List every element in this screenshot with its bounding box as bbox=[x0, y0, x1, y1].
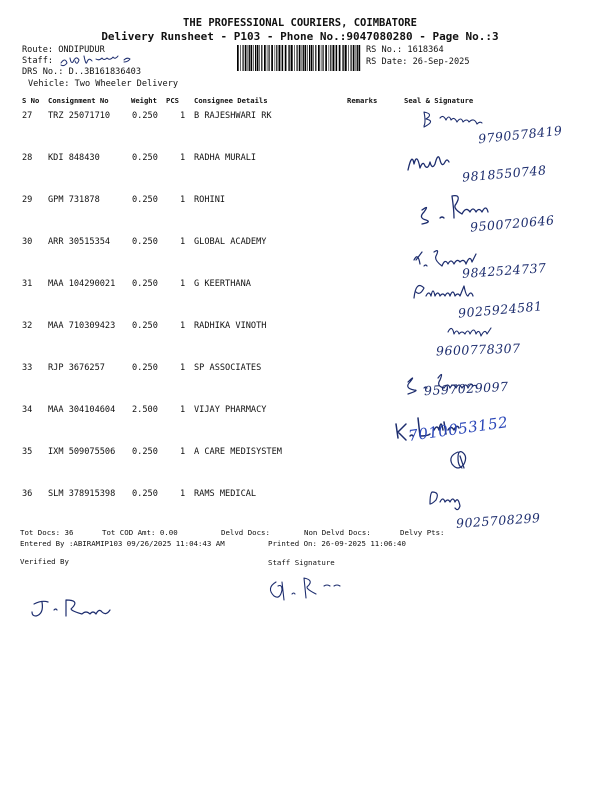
barcode-bar bbox=[336, 45, 337, 71]
row-pcs: 1 bbox=[180, 195, 186, 205]
barcode-bar bbox=[318, 45, 320, 71]
staff-line bbox=[22, 56, 53, 66]
row-weight: 0.250 bbox=[132, 363, 158, 373]
barcode-bar bbox=[243, 45, 244, 71]
row-consignment-no: MAA 304104604 bbox=[48, 405, 116, 415]
barcode-bar bbox=[281, 45, 282, 71]
row-pcs: 1 bbox=[180, 405, 186, 415]
barcode-bar bbox=[255, 45, 256, 71]
barcode-bar bbox=[240, 45, 241, 71]
barcode-bar bbox=[348, 45, 349, 71]
row-consignment-no: SLM 378915398 bbox=[48, 489, 116, 499]
barcode-bar bbox=[275, 45, 276, 71]
barcode-bar bbox=[276, 45, 277, 71]
row-weight: 0.250 bbox=[132, 321, 158, 331]
barcode-bar bbox=[311, 45, 313, 71]
barcode-bar bbox=[279, 45, 281, 71]
barcode-bar bbox=[309, 45, 310, 71]
row-consignee: SP ASSOCIATES bbox=[194, 363, 262, 373]
barcode-bar bbox=[291, 45, 293, 71]
non-delivered-docs: Non Delvd Docs: bbox=[304, 528, 371, 537]
barcode-bar bbox=[271, 45, 273, 71]
col-header-remarks: Remarks bbox=[347, 96, 378, 105]
col-header-consignee: Consignee Details bbox=[194, 96, 268, 105]
vehicle-label: Vehicle: bbox=[28, 79, 70, 89]
col-header-seal-signature: Seal & Signature bbox=[404, 96, 474, 105]
barcode-bar bbox=[357, 45, 358, 71]
barcode-bar bbox=[248, 45, 249, 71]
row-weight: 0.250 bbox=[132, 237, 158, 247]
barcode-bar bbox=[305, 45, 307, 71]
row-weight: 0.250 bbox=[132, 279, 158, 289]
row-consignment-no: MAA 710309423 bbox=[48, 321, 116, 331]
row-pcs: 1 bbox=[180, 447, 186, 457]
handwritten-phone-number: 9818550748 bbox=[461, 162, 548, 185]
row-pcs: 1 bbox=[180, 279, 186, 289]
barcode-bar bbox=[313, 45, 314, 71]
barcode-bar bbox=[282, 45, 283, 71]
drs-value: D..3B161836403 bbox=[68, 67, 142, 77]
row-consignee: VIJAY PHARMACY bbox=[194, 405, 267, 415]
vehicle-line bbox=[28, 79, 178, 89]
row-pcs: 1 bbox=[180, 489, 186, 499]
vehicle-value: Two Wheeler Delivery bbox=[74, 79, 179, 89]
barcode-bar bbox=[289, 45, 290, 71]
row-pcs: 1 bbox=[180, 153, 186, 163]
barcode-bar bbox=[264, 45, 266, 71]
printed-on: Printed On: 26-09-2025 11:06:40 bbox=[268, 539, 406, 548]
handwritten-phone-number: 9500720646 bbox=[469, 212, 556, 235]
delivered-docs: Delvd Docs: bbox=[221, 528, 270, 537]
drs-line bbox=[22, 67, 141, 77]
handwritten-phone-number: 7010053152 bbox=[407, 413, 510, 445]
col-header-weight: Weight bbox=[131, 96, 157, 105]
row-consignment-no: ARR 30515354 bbox=[48, 237, 111, 247]
barcode-bar bbox=[321, 45, 322, 71]
delivery-points: Delvy Pts: bbox=[400, 528, 445, 537]
handwritten-phone-number: 9790578419 bbox=[477, 122, 564, 147]
row-consignee: G KEERTHANA bbox=[194, 279, 251, 289]
entered-by: Entered By :ABIRAMIP103 09/26/2025 11:04:43 AM bbox=[20, 539, 225, 548]
row-consignment-no: KDI 848430 bbox=[48, 153, 100, 163]
handwritten-phone-number: 9842524737 bbox=[461, 260, 547, 281]
barcode-bar bbox=[299, 45, 301, 71]
handwritten-phone-number: 9025924581 bbox=[457, 298, 544, 321]
total-cod-amount: Tot COD Amt: 0.00 bbox=[102, 528, 178, 537]
barcode-bar bbox=[297, 45, 298, 71]
row-pcs: 1 bbox=[180, 111, 186, 121]
verified-by-label: Verified By bbox=[20, 557, 69, 566]
row-sno: 29 bbox=[22, 195, 33, 205]
barcode-bar bbox=[259, 45, 260, 71]
barcode-bar bbox=[353, 45, 355, 71]
barcode-bar bbox=[249, 45, 250, 71]
row-weight: 0.250 bbox=[132, 195, 158, 205]
barcode-bar bbox=[351, 45, 352, 71]
col-header-consignment: Consignment No bbox=[48, 96, 109, 105]
row-pcs: 1 bbox=[180, 363, 186, 373]
barcode-bar bbox=[335, 45, 336, 71]
row-weight: 0.250 bbox=[132, 153, 158, 163]
barcode-bar bbox=[257, 45, 259, 71]
rs-date-value: 26-Sep-2025 bbox=[412, 57, 470, 67]
row-sno: 32 bbox=[22, 321, 33, 331]
barcode-bar bbox=[323, 45, 324, 71]
runsheet-subtitle: Delivery Runsheet - P103 - Phone No.:9047080280 - Page No.:3 bbox=[101, 30, 499, 43]
barcode-bar bbox=[342, 45, 343, 71]
row-sno: 28 bbox=[22, 153, 33, 163]
staff-signature-mark bbox=[266, 576, 366, 606]
route-label: Route: bbox=[22, 45, 54, 55]
barcode-bar bbox=[285, 45, 287, 71]
handwritten-phone-number: 9600778307 bbox=[435, 340, 521, 359]
barcode-bar bbox=[307, 45, 308, 71]
rs-date-label: RS Date: bbox=[366, 57, 408, 67]
company-title: THE PROFESSIONAL COURIERS, COIMBATORE bbox=[183, 17, 417, 29]
row-consignment-no: RJP 3676257 bbox=[48, 363, 105, 373]
staff-signature-label: Staff Signature bbox=[268, 558, 335, 567]
row-consignee: RADHIKA VINOTH bbox=[194, 321, 267, 331]
row-consignee: RADHA MURALI bbox=[194, 153, 257, 163]
drs-label: DRS No.: bbox=[22, 67, 64, 77]
row-consignment-no: IXM 509075506 bbox=[48, 447, 116, 457]
row-weight: 2.500 bbox=[132, 405, 158, 415]
barcode-bar bbox=[253, 45, 254, 71]
row-sno: 27 bbox=[22, 111, 33, 121]
handwritten-phone-number: 9025708299 bbox=[455, 510, 541, 531]
barcode-bar bbox=[356, 45, 357, 71]
col-header-sno: S No bbox=[22, 96, 40, 105]
row-consignee: RAMS MEDICAL bbox=[194, 489, 257, 499]
barcode-bar bbox=[329, 45, 330, 71]
barcode-bar bbox=[294, 45, 295, 71]
rs-no-line bbox=[366, 45, 444, 55]
row-weight: 0.250 bbox=[132, 111, 158, 121]
rs-no-value: 1618364 bbox=[407, 45, 444, 55]
barcode-bar bbox=[269, 45, 270, 71]
verifier-signature bbox=[30, 594, 140, 624]
row-consignment-no: MAA 104290021 bbox=[48, 279, 116, 289]
barcode-bar bbox=[339, 45, 341, 71]
barcode-bar bbox=[325, 45, 327, 71]
barcode-bar bbox=[237, 45, 239, 71]
barcode-bar bbox=[359, 45, 361, 71]
row-sno: 33 bbox=[22, 363, 33, 373]
total-docs: Tot Docs: 36 bbox=[20, 528, 74, 537]
rs-no-label: RS No.: bbox=[366, 45, 403, 55]
barcode-bar bbox=[267, 45, 268, 71]
handwritten-phone-number: 9597029097 bbox=[423, 378, 509, 399]
row-sno: 30 bbox=[22, 237, 33, 247]
rs-date-line bbox=[366, 57, 470, 67]
row-sno: 35 bbox=[22, 447, 33, 457]
barcode-bar bbox=[330, 45, 331, 71]
row-consignee: GLOBAL ACADEMY bbox=[194, 237, 267, 247]
row-pcs: 1 bbox=[180, 321, 186, 331]
row-consignee: B RAJESHWARI RK bbox=[194, 111, 272, 121]
barcode-bar bbox=[315, 45, 316, 71]
barcode-bar bbox=[251, 45, 253, 71]
staff-label: Staff: bbox=[22, 56, 54, 66]
col-header-pcs: PCS bbox=[166, 96, 179, 105]
row-consignment-no: GPM 731878 bbox=[48, 195, 100, 205]
barcode-bar bbox=[245, 45, 247, 71]
barcode-bar bbox=[345, 45, 347, 71]
barcode-bar bbox=[303, 45, 304, 71]
route-value: ONDIPUDUR bbox=[58, 45, 105, 55]
row-consignee: ROHINI bbox=[194, 195, 226, 205]
row-consignment-no: TRZ 25071710 bbox=[48, 111, 111, 121]
barcode-bar bbox=[333, 45, 335, 71]
barcode-bar bbox=[288, 45, 289, 71]
barcode-image bbox=[236, 45, 362, 71]
barcode-bar bbox=[261, 45, 262, 71]
row-sno: 36 bbox=[22, 489, 33, 499]
row-weight: 0.250 bbox=[132, 489, 158, 499]
row-consignee: A CARE MEDISYSTEM bbox=[194, 447, 282, 457]
row-sno: 34 bbox=[22, 405, 33, 415]
row-pcs: 1 bbox=[180, 237, 186, 247]
row-weight: 0.250 bbox=[132, 447, 158, 457]
barcode-bar bbox=[343, 45, 344, 71]
barcode-bar bbox=[302, 45, 303, 71]
row-sno: 31 bbox=[22, 279, 33, 289]
